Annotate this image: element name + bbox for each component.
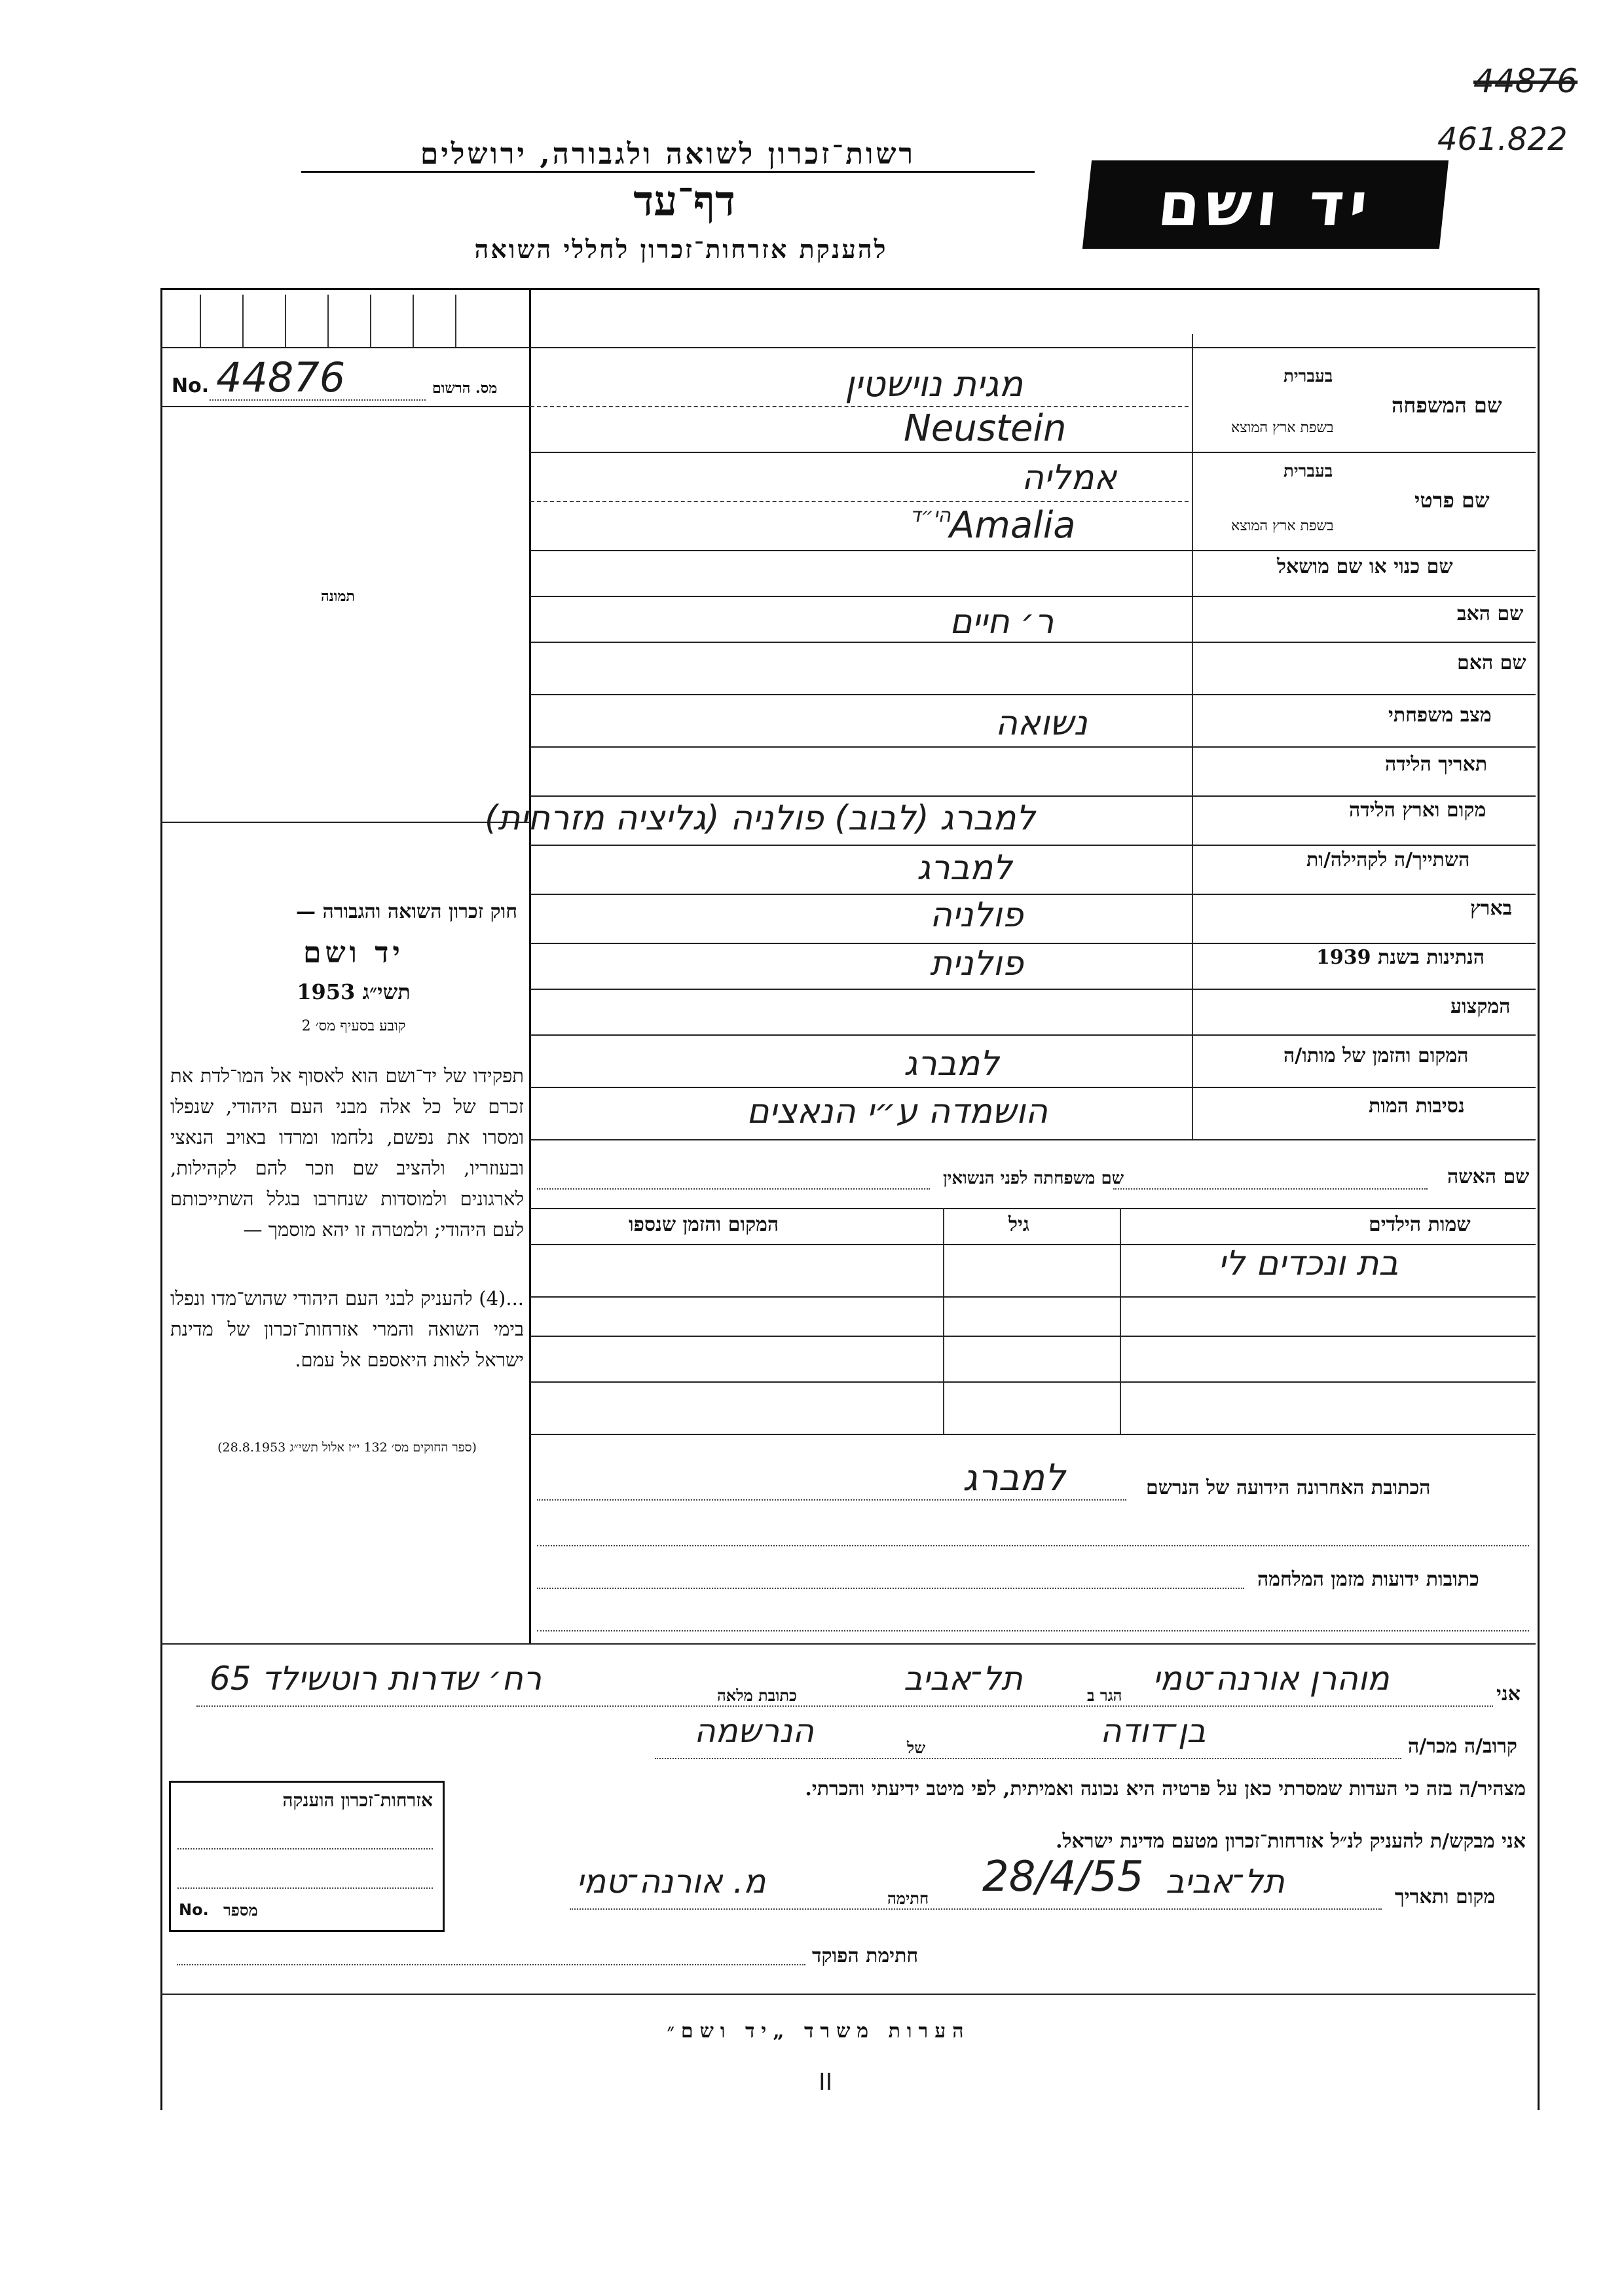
request-text: אני מבקש/ת להעניק לנ״ל אזרחות־זכרון מטעם מדינת ישראל. (1056, 1830, 1526, 1853)
first-name-mark: הי״ד (910, 504, 951, 527)
corner-number: 44876 (1473, 62, 1578, 100)
mother-name-label: שם האם (1457, 651, 1526, 674)
form-title: דף־עד (633, 177, 735, 226)
marital-status-label: מצב משפחתי (1388, 704, 1492, 727)
first-name-hebrew: אמליה (1022, 458, 1117, 498)
father-name-label: שם האב (1457, 602, 1524, 625)
declarant-address: רח׳ שדרות רוטשילד 65 (210, 1660, 542, 1698)
label-column-divider (1192, 334, 1193, 1139)
children-age-header: גיל (1008, 1213, 1029, 1236)
citizenship-no-label: No. (179, 1901, 209, 1919)
law-source: (ספר החוקים מס׳ 132 י״ז אלול תשי״ג 28.8.1953) (217, 1440, 477, 1455)
declarant-name: מוהרן אורנה־טמי (1153, 1660, 1390, 1698)
registration-no-label: No. (172, 374, 210, 397)
wartime-address-label: כתובות ידועות מזמן המלחמה (1257, 1568, 1479, 1591)
law-heading: חוק זכרון השואה והגבורה — (296, 900, 517, 923)
father-name-value: ר׳ חיים (950, 602, 1054, 642)
corner-reference: 461.822 (1437, 121, 1568, 158)
law-paragraph-1: תפקידו של יד־ושם הוא לאסוף אל המו־לדת את זכרם של כל אלה מבני העם היהודי, שנפלו ומסרו את נפשם, נלחמו ומרדו באויב הנאצי ובעוזריו, ולהציב שם וזכר להם לקהילות, לארגונים ולמוסדות שנחרבו בגלל השתייכותם לעם היהודי; ולמטרה זו יהא מוסמך — (170, 1065, 524, 1241)
declaration-text: מצהיר/ה בזה כי העדות שמסרתי כאן על פרטיה היא נכונה ואמיתית, לפי מיטב ידיעתי והכרתי. (805, 1777, 1526, 1800)
last-address-value: למברג (963, 1457, 1065, 1499)
law-clause: קובע בסעיף מס׳ 2 (301, 1018, 406, 1034)
logo-text: יד ושם (1154, 170, 1376, 240)
citizenship-number-label: מספר (223, 1901, 258, 1920)
wife-name-label: שם האשה (1447, 1165, 1530, 1188)
place-date-label: מקום ותאריך (1395, 1886, 1496, 1908)
citizenship-box (169, 1781, 445, 1932)
office-notes-label: הערות משרד „יד ושם״ (667, 2020, 970, 2043)
children-names-header: שמות הילדים (1369, 1213, 1471, 1236)
citizenship-box-title: אזרחות־זכרון הוענקה (282, 1789, 433, 1811)
family-name-origin-label: בשפת ארץ המוצא (1231, 420, 1334, 436)
left-column-divider (529, 288, 531, 1643)
country-label: בארץ (1470, 897, 1513, 920)
profession-label: המקצוע (1450, 995, 1511, 1018)
community-value: למברג (917, 848, 1012, 888)
marital-status-value: נשואה (995, 704, 1088, 743)
law-name: יד ושם (303, 936, 404, 970)
first-name-latin: Amalia (950, 504, 1076, 547)
registration-cells (160, 288, 530, 347)
death-circumstances-value: הושמדה ע״י הנאצים (747, 1092, 1048, 1131)
death-place-value: למברג (904, 1044, 999, 1084)
first-name-hebrew-label: בעברית (1283, 462, 1333, 481)
birth-date-label: תאריך הלידה (1385, 753, 1488, 776)
family-name-hebrew-label: בעברית (1283, 367, 1333, 386)
community-label: השתייך/ה לקהילה/ות (1306, 848, 1470, 871)
date-value: 28/4/55 (982, 1853, 1144, 1901)
place-value: תל־אביב (1166, 1863, 1285, 1901)
declarant-city: תל־אביב (904, 1660, 1023, 1698)
birth-place-label: מקום וארץ הלידה (1349, 799, 1486, 822)
law-paragraph-2: ...(4) להעניק לבני העם היהודי שהוש־מדו ונפלו בימי השואה והמרי אזרחות־זכרון של מדינת ישראל לאות היאספם אל עמם. (170, 1287, 524, 1371)
bottom-mark: II (819, 2069, 833, 2096)
nationality-label: הנתינות בשנת 1939 (1316, 946, 1485, 969)
country-value: פולניה (930, 896, 1024, 935)
officer-signature-label: חתימת הפוקד (812, 1944, 919, 1967)
birth-place-value: למברג (לבוב) פולניה (גליציה מזרחית) (485, 799, 1035, 838)
nickname-label: שם כנוי או שם מושאל (1277, 555, 1453, 578)
death-circumstances-label: נסיבות המות (1369, 1095, 1465, 1118)
declarant-resides-label: הגר ב (1087, 1686, 1122, 1705)
family-name-latin: Neustein (904, 407, 1067, 450)
declarant-i-label: אני (1496, 1683, 1521, 1705)
nationality-value: פולנית (930, 944, 1024, 983)
family-name-label: שם המשפחה (1392, 393, 1502, 418)
wife-maiden-name-label: שם משפחתה לפני הנשואין (943, 1169, 1124, 1188)
relative-of-label: של (907, 1738, 926, 1757)
last-address-label: הכתובת האחרונה הידועה של הנרשם (1146, 1476, 1431, 1499)
signature-label: חתימה (887, 1889, 929, 1908)
signature-value: מ. אורנה־טמי (576, 1863, 766, 1901)
children-place-header: המקום והזמן שנספו (629, 1213, 779, 1236)
declarant-address-label: כתובת מלאה (717, 1686, 797, 1705)
children-row-1: בת ונכדים לי (1218, 1244, 1399, 1283)
yad-vashem-logo (1082, 160, 1449, 249)
death-place-label: המקום והזמן של מותו/ה (1283, 1044, 1469, 1067)
registration-label: מס. הרשום (432, 380, 498, 397)
first-name-label: שם פרטי (1414, 488, 1490, 513)
relative-label: קרוב/ה מכר/ה (1408, 1735, 1517, 1758)
authority-title: רשות־זכרון לשואה ולגבורה, ירושלים (301, 137, 1035, 173)
photo-label: תמונה (321, 588, 355, 605)
relative-relation: בן־דודה (1100, 1712, 1206, 1750)
relative-of-value: הנרשמה (694, 1712, 814, 1750)
family-name-hebrew: מגית נוישטין (845, 363, 1024, 405)
law-year: תשי״ג 1953 (297, 979, 411, 1004)
registration-number: 44876 (216, 354, 346, 401)
form-subtitle: להענקת אזרחות־זכרון לחללי השואה (474, 234, 888, 264)
first-name-origin-label: בשפת ארץ המוצא (1231, 518, 1334, 534)
